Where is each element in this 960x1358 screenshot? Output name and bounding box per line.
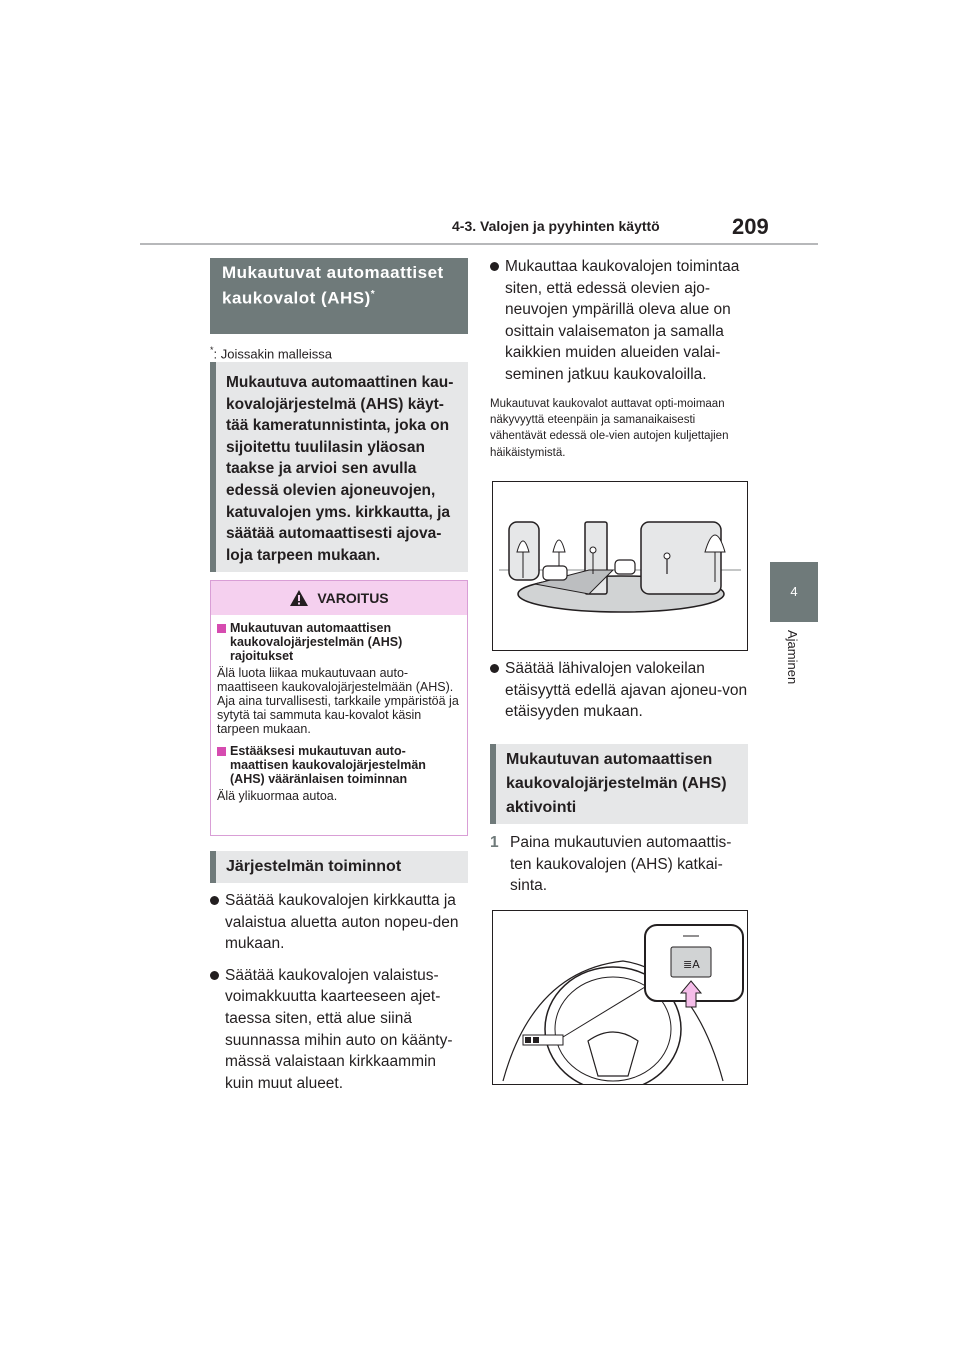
- warning-item-1-text: Älä luota liikaa mukautuvaan auto-maattiseen kaukovalojärjestelmään (AHS). Aja aina turvallisesti, tarkkaile ympäristöä ja sytytä tai sammuta kau-kovalot käsin tarpeen mukaan.: [217, 666, 459, 736]
- dashboard-illustration: [493, 911, 747, 1084]
- warning-item-2-text: Älä ylikuormaa autoa.: [217, 789, 338, 803]
- warning-heading: VAROITUS: [317, 590, 389, 606]
- warning-item-title: [217, 744, 461, 786]
- warning-item-1-title: Mukautuvan automaattisen kaukovalojärjestelmän (AHS) rajoitukset: [230, 621, 403, 663]
- chapter-tab: 4: [770, 562, 818, 622]
- section-title: 4-3. Valojen ja pyyhinten käyttö: [452, 218, 660, 234]
- list-item: [490, 658, 748, 723]
- ahs-title: [210, 258, 468, 334]
- step-text: Paina mukautuvien automaattis-ten kaukovalojen (AHS) katkai-sinta.: [510, 834, 732, 895]
- square-bullet-icon: [217, 747, 226, 756]
- functions-list: [210, 890, 468, 1104]
- list-item: [210, 965, 468, 1095]
- footnote-text: : Joissakin malleissa: [213, 346, 333, 362]
- page-number: 209: [732, 214, 769, 239]
- bullet-icon: [490, 664, 499, 673]
- right-column: [490, 256, 748, 461]
- header-divider: [140, 243, 818, 245]
- road-scene-illustration: [493, 482, 747, 650]
- svg-text:≣A: ≣A: [683, 958, 700, 971]
- intro-box: Mukautuva automaattinen kau-kovalojärjestelmä (AHS) käyt-tää kameratunnistinta, joka on sijoitettu tuulilasin yläosan taakse ja arvioi sen avulla edessä olevien ajoneuvojen, katuvalojen yms. kirkkautta, ja säätää automaattisesti ajova-loja tarpeen mukaan.: [210, 362, 468, 572]
- footnote-mark: *: [210, 345, 214, 355]
- function-1: Säätää kaukovalojen kirkkautta ja valaistua aluetta auton nopeu-den mukaan.: [225, 892, 459, 953]
- bullet-icon: [210, 896, 219, 905]
- warning-icon: [289, 589, 309, 607]
- ahs-illustration: [492, 481, 748, 651]
- functions-note: Mukautuvat kaukovalot auttavat opti-moimaan näkyvyyttä eteenpäin ja samanaikaisesti vähentävät edessä ole-vien autojen kuljettajien häikäistymistä.: [490, 397, 729, 459]
- ahs-title-mark: *: [370, 289, 376, 300]
- warning-header: [211, 581, 467, 615]
- activation-title: Mukautuvan automaattisen kaukovalojärjestelmän (AHS) aktivointi: [490, 744, 748, 824]
- warning-item-2-title: Estääksesi mukautuvan auto-maattisen kaukovalojärjestelmän (AHS) vääränlaisen toiminnan: [230, 744, 426, 786]
- function-2: Säätää kaukovalojen valaistus-voimakkuutta kaarteeseen ajet-taessa siten, että alue siinä suunnassa mihin auto on käänty-mässä valaistaan kirkkaammin kuin muut alueet.: [225, 966, 453, 1092]
- step-1: [490, 832, 748, 897]
- ahs-title-text: Mukautuvat automaattiset kaukovalot (AHS): [222, 263, 444, 308]
- warning-item-title: [217, 621, 461, 663]
- low-beam-text: Säätää lähivalojen valokeilan etäisyyttä edellä ajavan ajoneu-von etäisyyden mukaan.: [505, 660, 748, 721]
- list-item: [490, 256, 748, 386]
- switch-location-illustration: [492, 910, 748, 1085]
- warning-box: [210, 580, 468, 836]
- footnote: [210, 345, 332, 361]
- function-3: Mukauttaa kaukovalojen toimintaa siten, että edessä olevien ajo-neuvojen ympärillä oleva alue on osittain valaisematon ja samalla kaikkien muiden alueiden valai-seminen jatkuu kaukovaloilla.: [505, 258, 740, 383]
- low-beam-bullet: [490, 658, 748, 733]
- functions-title: Järjestelmän toiminnot: [210, 851, 468, 883]
- bullet-icon: [210, 971, 219, 980]
- list-item: [210, 890, 468, 955]
- chapter-label: Ajaminen: [785, 630, 800, 685]
- step-number: 1: [490, 834, 499, 851]
- bullet-icon: [490, 262, 499, 271]
- square-bullet-icon: [217, 624, 226, 633]
